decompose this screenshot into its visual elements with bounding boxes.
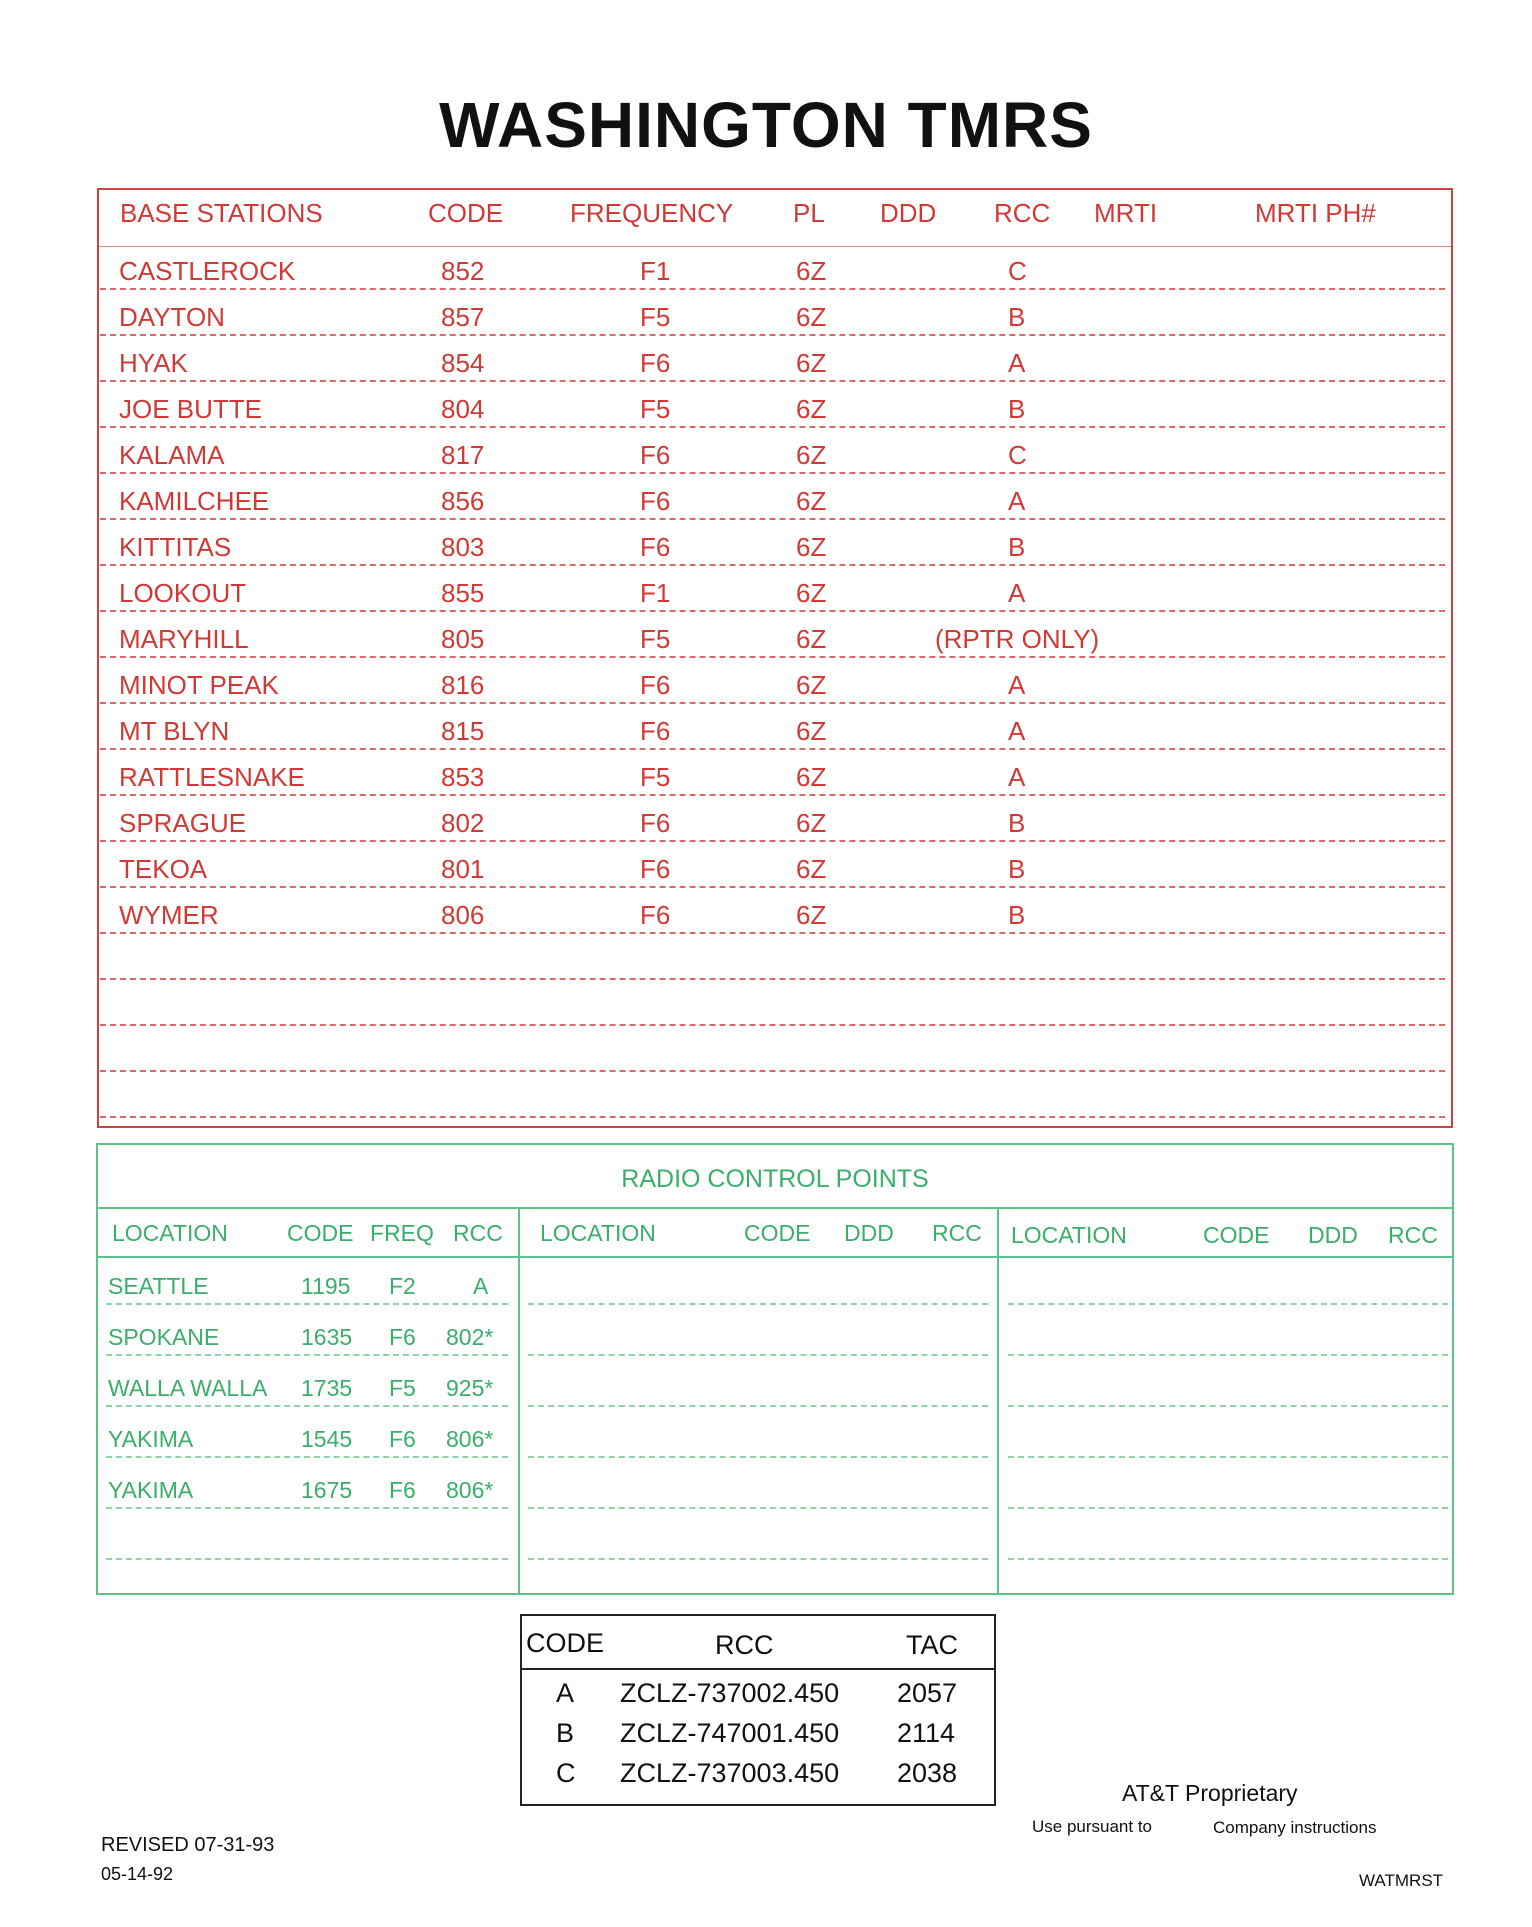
rcp-row	[98, 1316, 1452, 1366]
header-divider	[99, 246, 1451, 247]
station-frequency: F6	[640, 486, 671, 516]
rcp-freq: F5	[389, 1375, 416, 1401]
rcp-row-separator	[106, 1405, 508, 1407]
station-name: KALAMA	[119, 440, 225, 470]
station-frequency: F6	[640, 670, 671, 700]
rcp-row	[98, 1469, 1452, 1519]
rcp-code: 1635	[301, 1324, 353, 1350]
code-table-header-code: CODE	[526, 1628, 605, 1658]
code-letter: A	[556, 1678, 575, 1708]
code-table-divider	[522, 1668, 994, 1670]
station-frequency: F1	[640, 256, 671, 286]
station-code: 803	[441, 532, 485, 562]
rcp-row-separator	[528, 1558, 988, 1560]
rcp-code: 1195	[301, 1273, 351, 1299]
station-code: 816	[441, 670, 485, 700]
rcp-row-separator	[106, 1507, 508, 1509]
rcp-row	[98, 1367, 1452, 1417]
station-name: MT BLYN	[119, 716, 230, 746]
station-name: SPRAGUE	[119, 808, 247, 838]
station-name: MINOT PEAK	[119, 670, 279, 700]
station-rcc: A	[1008, 578, 1026, 608]
station-pl: 6Z	[796, 394, 827, 424]
rcp-row-separator	[106, 1354, 508, 1356]
row-separator	[100, 334, 1445, 336]
station-frequency: F6	[640, 808, 671, 838]
row-separator	[100, 1116, 1445, 1118]
header-pl: PL	[793, 198, 825, 228]
row-separator	[100, 288, 1445, 290]
rcp-header-code-1: CODE	[287, 1220, 354, 1246]
rcp-header-rcc-2: RCC	[932, 1220, 982, 1246]
row-separator	[100, 794, 1445, 796]
station-code: 802	[441, 808, 485, 838]
rcp-header-location-1: LOCATION	[112, 1220, 228, 1246]
station-name: JOE BUTTE	[119, 394, 263, 424]
station-frequency: F5	[640, 762, 671, 792]
rcp-freq: F6	[389, 1426, 416, 1452]
station-code: 854	[441, 348, 485, 378]
page-title: WASHINGTON TMRS	[439, 89, 1093, 161]
station-rcc: C	[1008, 256, 1027, 286]
row-separator	[100, 978, 1445, 980]
row-separator	[100, 380, 1445, 382]
station-rcc: B	[1008, 302, 1026, 332]
station-code: 806	[441, 900, 485, 930]
station-code: 815	[441, 716, 485, 746]
station-name: TEKOA	[119, 854, 208, 884]
rcp-row-separator	[1008, 1303, 1448, 1305]
code-table-header-tac: TAC	[906, 1630, 958, 1660]
row-separator	[100, 518, 1445, 520]
station-rcc: B	[1008, 394, 1026, 424]
station-pl: 6Z	[796, 670, 827, 700]
rcp-freq: F6	[389, 1324, 416, 1350]
row-separator	[100, 840, 1445, 842]
code-letter: B	[556, 1718, 575, 1748]
row-separator	[100, 472, 1445, 474]
station-pl: 6Z	[796, 624, 827, 654]
rcp-freq: F2	[389, 1273, 416, 1299]
original-date: 05-14-92	[101, 1864, 174, 1884]
row-separator	[100, 886, 1445, 888]
rcp-rcc: 806*	[446, 1477, 494, 1503]
header-ddd: DDD	[880, 198, 937, 228]
use-pursuant-text: Use pursuant to	[1032, 1817, 1153, 1836]
station-name: DAYTON	[119, 302, 225, 332]
rcp-row-separator	[528, 1507, 988, 1509]
radio-control-points-table	[96, 1143, 1454, 1595]
row-separator	[100, 748, 1445, 750]
code-table-header-rcc: RCC	[715, 1630, 774, 1660]
rcp-header-ddd-2: DDD	[844, 1220, 894, 1246]
station-pl: 6Z	[796, 348, 827, 378]
station-code: 801	[441, 854, 485, 884]
code-rcc: ZCLZ-737002.450	[620, 1678, 840, 1708]
rcp-location: SPOKANE	[108, 1324, 220, 1350]
station-frequency: F1	[640, 578, 671, 608]
station-rcc: B	[1008, 532, 1026, 562]
station-code: 805	[441, 624, 485, 654]
company-instructions-text: Company instructions	[1213, 1818, 1377, 1837]
revised-date: REVISED 07-31-93	[101, 1834, 275, 1856]
rcp-header-ddd-3: DDD	[1308, 1222, 1358, 1248]
header-mrti: MRTI	[1094, 198, 1158, 228]
station-code: 852	[441, 256, 485, 286]
rcp-code: 1675	[301, 1477, 353, 1503]
station-frequency: F5	[640, 302, 671, 332]
rcp-header-rcc-1: RCC	[453, 1220, 503, 1246]
station-rcc: A	[1008, 716, 1026, 746]
rcp-row-separator	[1008, 1456, 1448, 1458]
station-pl: 6Z	[796, 808, 827, 838]
rcp-row-separator	[528, 1405, 988, 1407]
rcc-code-table	[520, 1614, 996, 1806]
rcp-code: 1545	[301, 1426, 353, 1452]
rcp-row-separator	[106, 1303, 508, 1305]
code-tac: 2038	[897, 1758, 958, 1788]
station-rcc: A	[1008, 762, 1026, 792]
station-rcc: B	[1008, 900, 1026, 930]
rcp-freq: F6	[389, 1477, 416, 1503]
rcp-row-separator	[106, 1558, 508, 1560]
code-rcc: ZCLZ-737003.450	[620, 1758, 840, 1788]
rcp-row-separator	[528, 1303, 988, 1305]
station-code: 856	[441, 486, 485, 516]
rcp-header-freq-1: FREQ	[370, 1220, 434, 1246]
row-separator	[100, 426, 1445, 428]
rcp-row-separator	[1008, 1405, 1448, 1407]
row-separator	[100, 610, 1445, 612]
rcp-row-separator	[1008, 1558, 1448, 1560]
code-tac: 2057	[897, 1678, 958, 1708]
station-name: RATTLESNAKE	[119, 762, 305, 792]
rcp-title-divider	[98, 1207, 1452, 1209]
station-frequency: F5	[640, 394, 671, 424]
station-rcc: C	[1008, 440, 1027, 470]
rcp-location: SEATTLE	[108, 1273, 209, 1299]
row-separator	[100, 656, 1445, 658]
code-letter: C	[556, 1758, 576, 1788]
row-separator	[100, 1024, 1445, 1026]
rcp-location: YAKIMA	[108, 1477, 194, 1503]
code-rcc: ZCLZ-747001.450	[620, 1718, 840, 1748]
rcp-row-separator	[1008, 1507, 1448, 1509]
rcp-rcc: 806*	[446, 1426, 494, 1452]
rcp-header-code-2: CODE	[744, 1220, 811, 1246]
station-frequency: F6	[640, 440, 671, 470]
proprietary-label: AT&T Proprietary	[1122, 1780, 1298, 1806]
rcp-location: YAKIMA	[108, 1426, 194, 1452]
rcp-rcc: A	[473, 1273, 489, 1299]
station-name: LOOKOUT	[119, 578, 247, 608]
station-pl: 6Z	[796, 532, 827, 562]
station-frequency: F6	[640, 900, 671, 930]
form-id: WATMRST	[1359, 1871, 1444, 1890]
station-pl: 6Z	[796, 762, 827, 792]
station-name: WYMER	[119, 900, 219, 930]
station-code: 817	[441, 440, 485, 470]
station-pl: 6Z	[796, 486, 827, 516]
station-name: KAMILCHEE	[119, 486, 270, 516]
rcp-row-separator	[106, 1456, 508, 1458]
rcp-header-rcc-3: RCC	[1388, 1222, 1438, 1248]
station-code: 857	[441, 302, 485, 332]
rcp-header-divider	[98, 1256, 1452, 1258]
station-frequency: F6	[640, 854, 671, 884]
header-mrti-ph: MRTI PH#	[1255, 198, 1376, 228]
station-name: KITTITAS	[119, 532, 232, 562]
header-code: CODE	[428, 198, 504, 228]
row-separator	[100, 702, 1445, 704]
rcp-location: WALLA WALLA	[108, 1375, 268, 1401]
rcp-title: RADIO CONTROL POINTS	[621, 1165, 929, 1193]
rcp-rcc: 802*	[446, 1324, 494, 1350]
station-frequency: F6	[640, 348, 671, 378]
row-separator	[100, 1070, 1445, 1072]
rcp-header-location-2: LOCATION	[540, 1220, 656, 1246]
rcp-row-separator	[528, 1354, 988, 1356]
station-pl: 6Z	[796, 302, 827, 332]
station-code: 804	[441, 394, 485, 424]
station-code: 853	[441, 762, 485, 792]
station-rcc: B	[1008, 808, 1026, 838]
station-name: CASTLEROCK	[119, 256, 296, 286]
rcp-rcc: 925*	[446, 1375, 494, 1401]
row-separator	[100, 932, 1445, 934]
station-pl: 6Z	[796, 578, 827, 608]
station-name: MARYHILL	[119, 624, 249, 654]
header-rcc: RCC	[994, 198, 1051, 228]
rcp-code: 1735	[301, 1375, 353, 1401]
station-pl: 6Z	[796, 854, 827, 884]
code-tac: 2114	[897, 1718, 956, 1748]
station-pl: 6Z	[796, 440, 827, 470]
rcp-row	[98, 1418, 1452, 1468]
station-frequency: F6	[640, 532, 671, 562]
station-rcc: A	[1008, 348, 1026, 378]
station-rcc: A	[1008, 486, 1026, 516]
station-pl: 6Z	[796, 256, 827, 286]
rcp-row-separator	[528, 1456, 988, 1458]
rcp-header-code-3: CODE	[1203, 1222, 1270, 1248]
header-frequency: FREQUENCY	[570, 198, 734, 228]
station-frequency: F5	[640, 624, 671, 654]
station-name: HYAK	[119, 348, 188, 378]
station-rcc: A	[1008, 670, 1026, 700]
row-separator	[100, 564, 1445, 566]
station-pl: 6Z	[796, 716, 827, 746]
rcp-row-separator	[1008, 1354, 1448, 1356]
station-frequency: F6	[640, 716, 671, 746]
station-rcc: B	[1008, 854, 1026, 884]
station-pl: 6Z	[796, 900, 827, 930]
station-rcc: (RPTR ONLY)	[935, 624, 1100, 654]
header-base-stations: BASE STATIONS	[120, 198, 323, 228]
station-code: 855	[441, 578, 485, 608]
rcp-row	[98, 1265, 1452, 1315]
rcp-header-location-3: LOCATION	[1011, 1222, 1127, 1248]
